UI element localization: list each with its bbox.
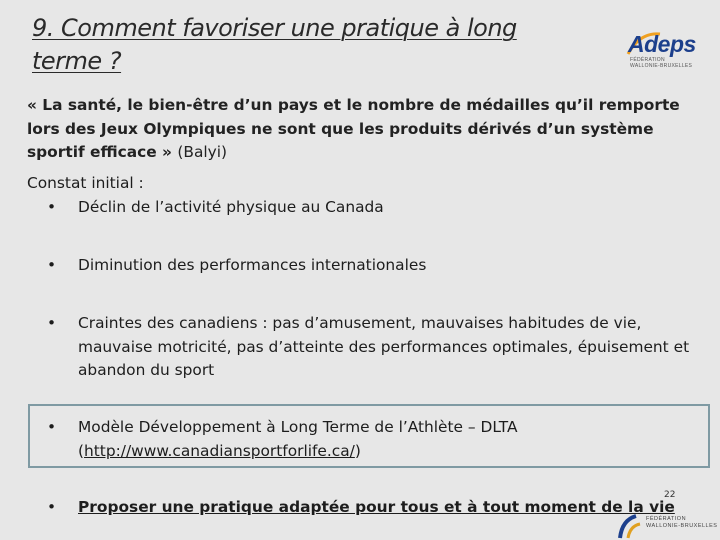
balyi-quote bbox=[27, 94, 687, 165]
bullet-icon: • bbox=[47, 198, 57, 216]
dlta-text-block bbox=[78, 416, 697, 463]
adeps-logo-subtitle-line2: WALLONIE-BRUXELLES bbox=[630, 63, 693, 69]
slide-title-line2: terme ? bbox=[32, 47, 122, 75]
list-item-dlta bbox=[47, 416, 697, 463]
constat-label: Constat initial : bbox=[27, 174, 144, 192]
adeps-logo bbox=[626, 28, 706, 72]
bullet-text: Diminution des performances internationales bbox=[78, 256, 427, 274]
dlta-text: Modèle Développement à Long Terme de l’Athlète – DLTA bbox=[78, 418, 518, 436]
bullet-icon: • bbox=[47, 498, 57, 516]
slide-title bbox=[32, 12, 592, 78]
federation-line1: FÉDÉRATION bbox=[646, 516, 687, 522]
bullet-icon: • bbox=[47, 314, 57, 332]
quote-author: (Balyi) bbox=[177, 143, 228, 161]
list-item-last bbox=[47, 496, 697, 520]
slide-title-line1: 9. Comment favoriser une pratique à long bbox=[32, 14, 517, 42]
bullet-icon: • bbox=[47, 256, 57, 274]
federation-logo bbox=[616, 512, 720, 540]
page-number: 22 bbox=[664, 490, 676, 500]
bullet-text: Déclin de l’activité physique au Canada bbox=[78, 198, 384, 216]
quote-text: « La santé, le bien-être d’un pays et le nombre de médailles qu’il remporte lors des Jeux Olympiques ne sont que les produits dérivés d’un système sportif efficace » bbox=[27, 96, 680, 161]
dlta-open-paren: ( bbox=[78, 441, 85, 460]
last-bullet-text: Proposer une pratique adaptée pour tous et à tout moment de la vie bbox=[78, 498, 675, 516]
adeps-logo-subtitle-line1: FÉDÉRATION bbox=[630, 57, 665, 63]
adeps-logo-word: Adeps bbox=[628, 31, 696, 57]
dlta-link[interactable]: http://www.canadiansportforlife.ca/ bbox=[84, 441, 355, 460]
federation-line2: WALLONIE-BRUXELLES bbox=[646, 523, 718, 529]
list-item bbox=[47, 312, 697, 383]
list-item bbox=[47, 196, 697, 220]
dlta-close-paren: ) bbox=[354, 441, 361, 460]
federation-logo-text bbox=[646, 516, 717, 530]
bullet-icon: • bbox=[47, 418, 57, 436]
adeps-logo-subtitle bbox=[630, 57, 692, 69]
bullet-text: Craintes des canadiens : pas d’amusement, mauvaises habitudes de vie, mauvaise motricité, pas d’atteinte des performances optimales, épuisement et abandon du sport bbox=[78, 314, 690, 379]
federation-emblem-icon bbox=[616, 512, 644, 540]
list-item bbox=[47, 254, 697, 278]
